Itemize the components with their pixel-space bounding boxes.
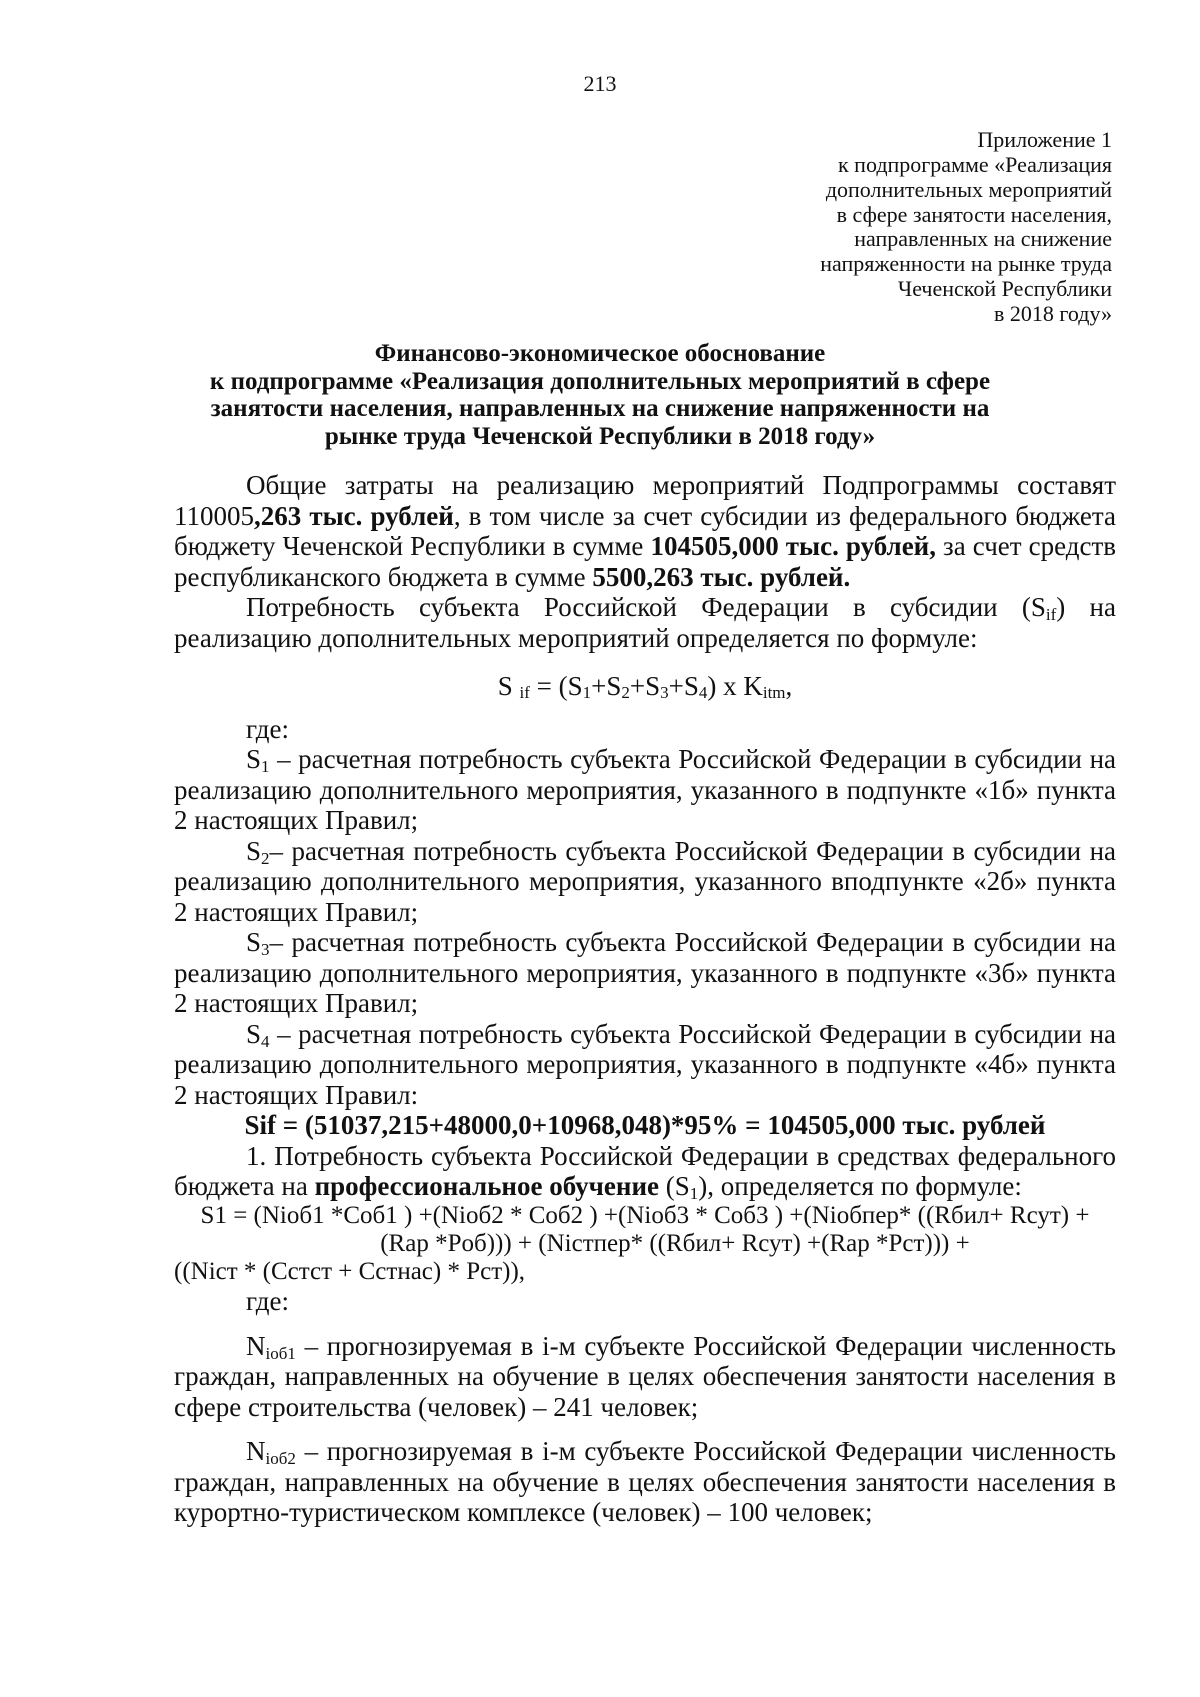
text-run: – расчетная потребность субъекта Российской Федерации в субсидии на реализацию дополнительного мероприятия, указанного в подпункте «1б» пункта 2 настоящих Правил; bbox=[174, 744, 1116, 835]
symbol: N bbox=[246, 1330, 266, 1361]
document-title bbox=[130, 340, 1070, 450]
formula-part: +S bbox=[668, 671, 699, 701]
appendix-line: в сфере занятости населения, bbox=[836, 201, 1112, 227]
appendix-line: напряженности на рынке труда bbox=[820, 251, 1112, 277]
definition-s1 bbox=[174, 744, 1116, 836]
formula-part: , bbox=[785, 671, 793, 701]
where-label: где: bbox=[246, 1286, 289, 1317]
definition-nio2 bbox=[174, 1436, 1116, 1528]
text-run: – прогнозируемая в i-м субъекте Российской Федерации численность граждан, направленных на обучение в целях обеспечения занятости населения в курортно-туристическом комплексе (человек) – 100 человек; bbox=[174, 1436, 1116, 1528]
subscript: ioб2 bbox=[265, 1449, 296, 1469]
appendix-line: направленных на снижение bbox=[854, 226, 1112, 252]
text-run: Потребность субъекта Российской Федерации в субсидии (S bbox=[246, 592, 1046, 622]
appendix-line: в 2018 году» bbox=[994, 301, 1112, 327]
where-label: где: bbox=[246, 713, 289, 744]
bold-amount: 5500,263 тыс. рублей. bbox=[592, 561, 851, 592]
definition-nio1 bbox=[174, 1331, 1116, 1423]
formula-sif bbox=[174, 671, 1116, 702]
text-run: 1. Потребность субъекта Российской Федерации в средствах федерального бюджета на bbox=[174, 1140, 1116, 1201]
page-number: 213 bbox=[583, 71, 617, 96]
text-run: Общие затраты на реализацию мероприятий Подпрограммы составят 110005 bbox=[174, 470, 1116, 531]
symbol: S bbox=[246, 744, 262, 774]
subscript: if bbox=[519, 683, 530, 702]
title-line: Финансово-экономическое обоснование bbox=[374, 340, 826, 367]
appendix-line: к подпрограмме «Реализация bbox=[837, 151, 1112, 177]
bold-amount: 104505,000 тыс. рублей, bbox=[650, 531, 936, 561]
formula-part: +S bbox=[591, 671, 622, 701]
bold-amount: ,263 тыс. рублей bbox=[254, 500, 454, 531]
text-run: (S bbox=[659, 1171, 690, 1201]
document-body bbox=[174, 470, 1116, 1528]
paragraph-subsidy-need bbox=[174, 592, 1116, 653]
text-run: – расчетная потребность субъекта Российской Федерации в субсидии на реализацию дополнительного мероприятия, указанного в подпункте «4б» пункта 2 настоящих Правил: bbox=[174, 1018, 1116, 1110]
symbol: N bbox=[246, 1436, 266, 1467]
bold-term: профессиональное обучение bbox=[314, 1171, 659, 1201]
formula-part: ) х K bbox=[707, 671, 763, 701]
formula-s1-line1: S1 = (Nioб1 *Cоб1 ) +(Nioб2 * Cоб2 ) +(Nioб3 * Cоб3 ) +(Nioбпер* ((Rбил+ Rсут) + bbox=[200, 1201, 1090, 1229]
subscript: 1 bbox=[582, 683, 592, 702]
formula-s1-line3: ((Niст * (Cстст + Cстнас) * Pст)), bbox=[174, 1258, 526, 1285]
text-run: ), определяется по формуле: bbox=[698, 1171, 1022, 1201]
subscript: 4 bbox=[698, 683, 708, 702]
subscript: 3 bbox=[660, 683, 669, 702]
sif-result bbox=[174, 1110, 1116, 1141]
symbol: S bbox=[246, 927, 262, 957]
formula-part: = (S bbox=[529, 671, 583, 701]
subscript: 1 bbox=[261, 757, 270, 776]
subscript: itm bbox=[762, 683, 786, 702]
subscript: 2 bbox=[621, 683, 630, 702]
title-line: к подпрограмме «Реализация дополнительных мероприятий в сфере bbox=[209, 367, 991, 395]
text-run: = (51037,215+48000,0+10968,048)*95% = 104505,000 тыс. рублей bbox=[276, 1110, 1046, 1140]
text-run: , в том числе за счет субсидии из федерального бюджета бюджету Чеченской Республики в сумме bbox=[174, 500, 1116, 561]
symbol: S bbox=[246, 835, 262, 866]
text-run: – прогнозируемая в i-м субъекте Российской Федерации численность граждан, направленных на обучение в целях обеспечения занятости населения в сфере строительства (человек) – 241 человек; bbox=[174, 1330, 1116, 1422]
appendix-note bbox=[692, 128, 1112, 327]
subscript: 4 bbox=[261, 1031, 270, 1051]
title-line: рынке труда Чеченской Республики в 2018 году» bbox=[324, 422, 876, 450]
paragraph-total-costs bbox=[174, 470, 1116, 592]
appendix-line: Чеченской Республики bbox=[897, 276, 1112, 302]
text-run: – расчетная потребность субъекта Российской Федерации в субсидии на реализацию дополнительного мероприятия, указанного в подпункте «3б» пункта 2 настоящих Правил; bbox=[174, 927, 1116, 1018]
subscript: ioб1 bbox=[265, 1343, 296, 1363]
appendix-line: Приложение 1 bbox=[977, 127, 1112, 152]
paragraph-professional-training bbox=[174, 1141, 1116, 1202]
subscript: 1 bbox=[689, 1184, 699, 1203]
definition-s2 bbox=[174, 836, 1116, 928]
definition-s4 bbox=[174, 1019, 1116, 1111]
symbol: S bbox=[246, 1018, 262, 1049]
formula-part: +S bbox=[629, 671, 661, 701]
title-line: занятости населения, направленных на снижение напряженности на bbox=[210, 395, 990, 422]
text-run: – расчетная потребность субъекта Российской Федерации в субсидии на реализацию дополнительного мероприятия, указанного вподпункте «2б» пункта 2 настоящих Правил; bbox=[174, 835, 1116, 927]
definition-s3 bbox=[174, 927, 1116, 1019]
text-run: ) на реализацию дополнительных мероприятий определяется по формуле: bbox=[174, 592, 1116, 653]
formula-part: S bbox=[497, 671, 520, 701]
symbol: Sif bbox=[244, 1110, 277, 1140]
subscript: if bbox=[1045, 605, 1057, 624]
formula-s1-line2: (Rар *Pоб))) + (Niстпер* ((Rбил+ Rсут) +(Rар *Pст))) + bbox=[380, 1229, 970, 1257]
subscript: 2 bbox=[261, 848, 270, 868]
text-run: за счет средств республиканского бюджета в сумме bbox=[174, 531, 1116, 592]
subscript: 3 bbox=[261, 940, 270, 959]
appendix-line: дополнительных мероприятий bbox=[825, 176, 1112, 202]
